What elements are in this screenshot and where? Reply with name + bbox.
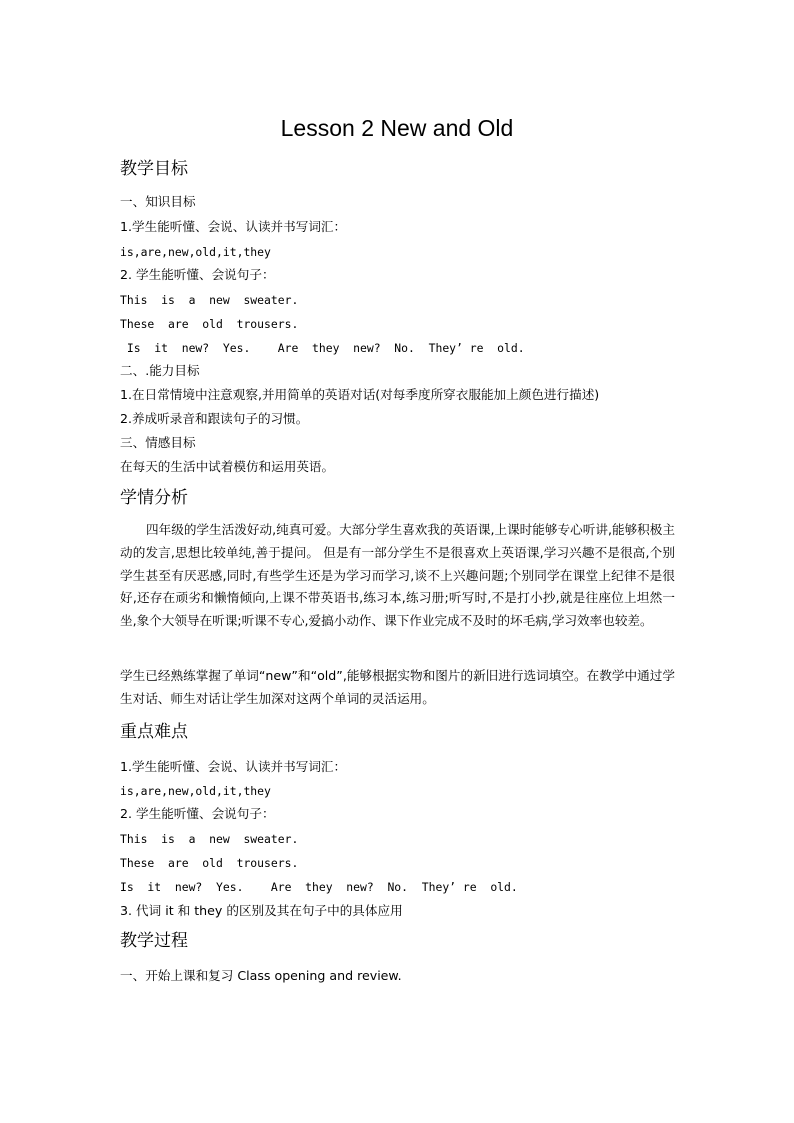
section-heading-objectives: 教学目标 bbox=[120, 159, 188, 179]
ability-goal-heading: 二、.能力目标 bbox=[120, 363, 200, 378]
emotion-goal-item-1: 在每天的生活中试着模仿和运用英语。 bbox=[120, 459, 335, 474]
keypoint-vocabulary-list: is,are,new,old,it,they bbox=[120, 784, 271, 798]
ability-goal-item-1: 1.在日常情境中注意观察,并用简单的英语对话(对每季度所穿衣服能加上颜色进行描述) bbox=[120, 387, 600, 402]
emotion-goal-heading: 三、情感目标 bbox=[120, 435, 196, 450]
knowledge-goal-heading: 一、知识目标 bbox=[120, 194, 196, 209]
keypoint-sentence-1: This is a new sweater. bbox=[120, 832, 299, 846]
section-heading-analysis: 学情分析 bbox=[120, 488, 188, 508]
keypoint-item-2: 2. 学生能听懂、会说句子： bbox=[120, 806, 275, 821]
section-heading-process: 教学过程 bbox=[120, 931, 188, 951]
keypoint-item-1: 1.学生能听懂、会说、认读并书写词汇： bbox=[120, 759, 347, 774]
example-sentence-1: This is a new sweater. bbox=[120, 293, 299, 307]
keypoint-item-3: 3. 代词 it 和 they 的区别及其在句子中的具体应用 bbox=[120, 903, 403, 918]
document-title: Lesson 2 New and Old bbox=[280, 115, 514, 141]
process-step-1: 一、开始上课和复习 Class opening and review. bbox=[120, 968, 402, 983]
analysis-paragraph-2: 学生已经熟练掌握了单词“new”和“old”,能够根据实物和图片的新旧进行选词填空。在教学中通过学生对话、师生对话让学生加深对这两个单词的灵活运用。 bbox=[120, 668, 675, 706]
example-sentence-3: Is it new? Yes. Are they new? No. They’ re old. bbox=[120, 341, 525, 355]
knowledge-goal-item-2: 2. 学生能听懂、会说句子： bbox=[120, 267, 275, 282]
vocabulary-list: is,are,new,old,it,they bbox=[120, 245, 271, 259]
ability-goal-item-2: 2.养成听录音和跟读句子的习惯。 bbox=[120, 411, 309, 426]
analysis-paragraph-1: 四年级的学生活泼好动,纯真可爱。大部分学生喜欢我的英语课,上课时能够专心听讲,能够积极主动的发言,思想比较单纯,善于提问。 但是有一部分学生不是很喜欢上英语课,学习兴趣不是很高,个别学生甚至有厌恶感,同时,有些学生还是为学习而学习,谈不上兴趣问题;个别同学在课堂上纪律不是很好,还存在顽劣和懒惰倾向,上课不带英语书,练习本,练习册;听写时,不是打小抄,就是往座位上坦然一坐,象个大领导在听课;听课不专心,爱搞小动作、课下作业完成不及时的坏毛病,学习效率也较差。 bbox=[120, 522, 675, 629]
keypoint-sentence-3: Is it new? Yes. Are they new? No. They’ re old. bbox=[120, 880, 518, 894]
example-sentence-2: These are old trousers. bbox=[120, 317, 299, 331]
knowledge-goal-item-1: 1.学生能听懂、会说、认读并书写词汇： bbox=[120, 219, 347, 234]
keypoint-sentence-2: These are old trousers. bbox=[120, 856, 299, 870]
section-heading-keypoints: 重点难点 bbox=[120, 722, 188, 742]
